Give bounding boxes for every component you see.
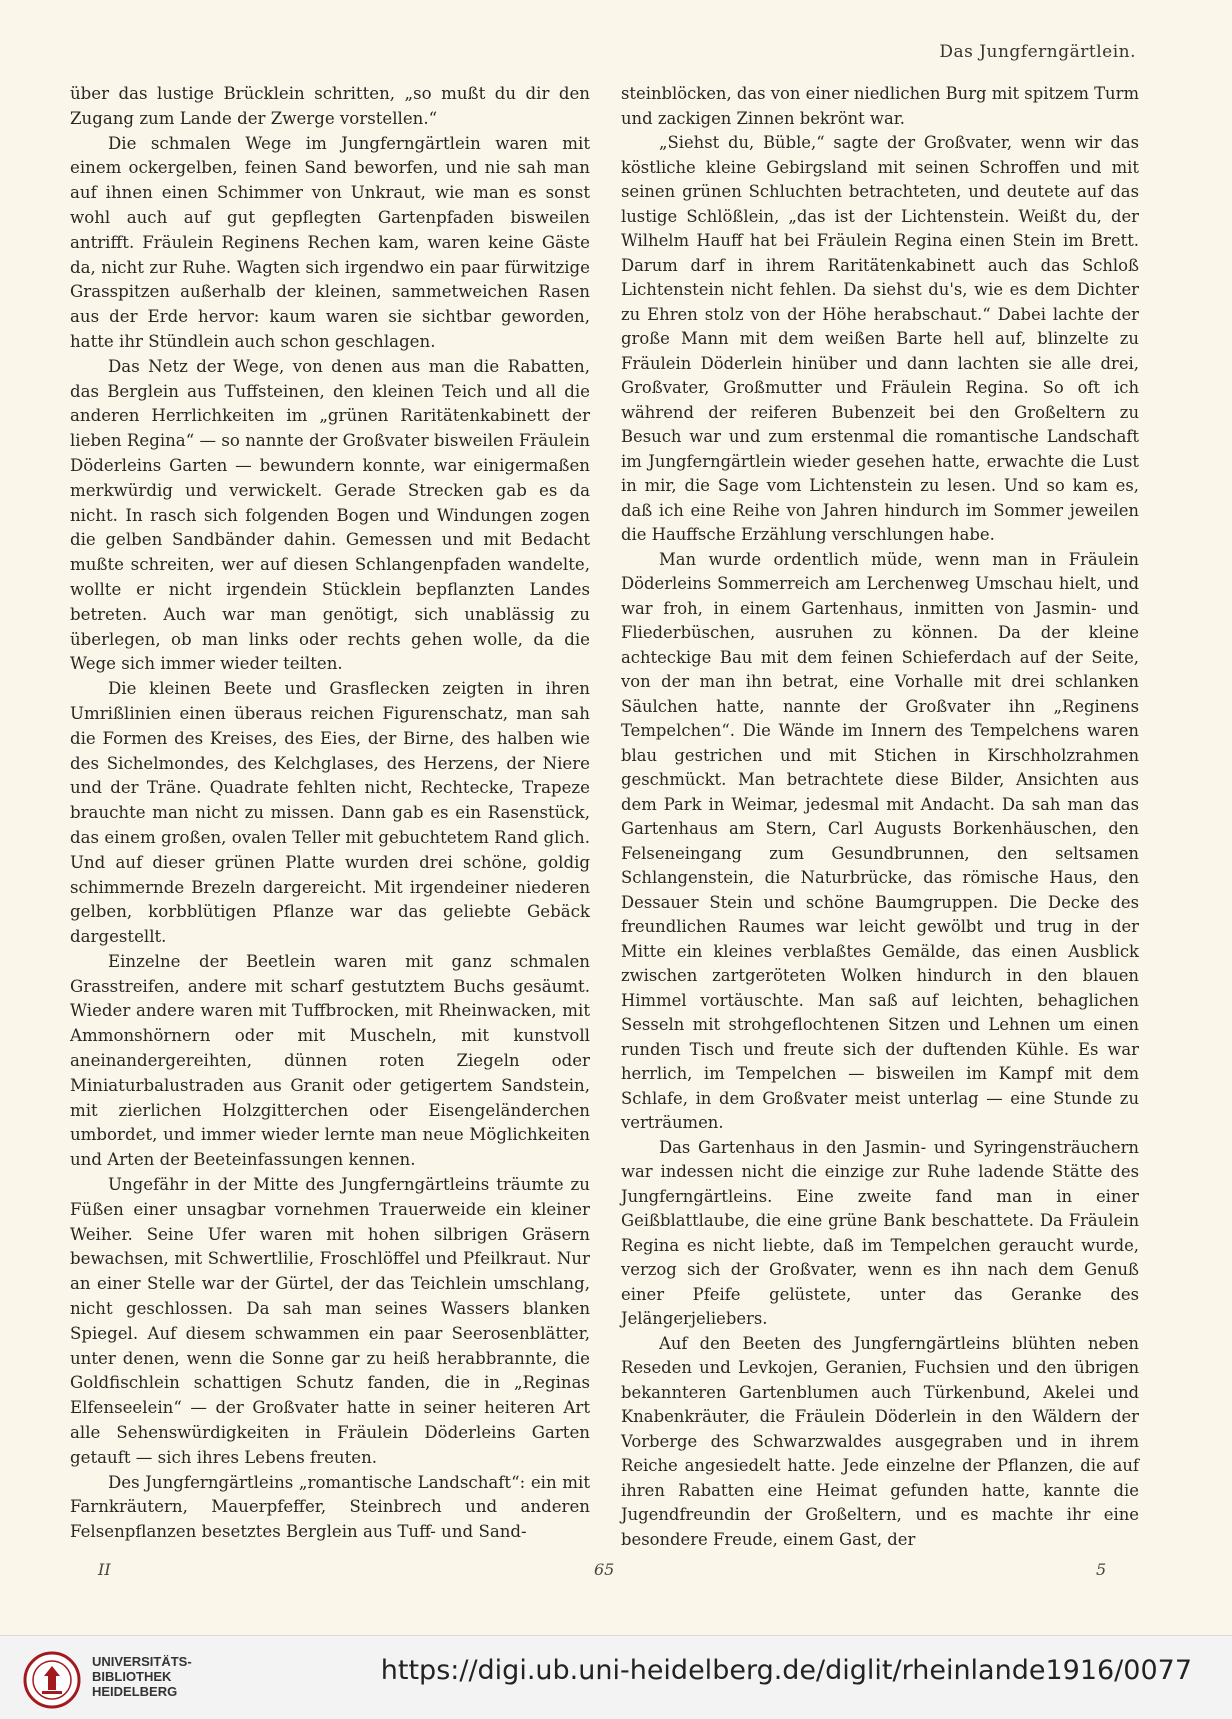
paragraph: Die kleinen Beete und Grasflecken zeigten in ihren Umrißlinien einen überaus reichen Figurenschatz, man sah die Formen des Kreises, des Eies, der Birne, des halben wie des Sichelmondes, des Kelchglases, des Herzens, der Niere und der Träne. Quadrate fehlten nicht, Rechtecke, Trapeze brauchte man nicht zu missen. Dann gab es ein Rasenstück, das einem großen, ovalen Teller mit gebuchtetem Rand glich. Und auf dieser grünen Platte wurden drei schöne, goldig schimmernde Brezeln dargereicht. Mit irgendeiner niederen gelben, korbblütigen Pflanze war das geliebte Gebäck dargestellt. bbox=[70, 679, 590, 947]
institution-line: HEIDELBERG bbox=[92, 1684, 178, 1699]
page-number: 65 bbox=[594, 1560, 615, 1579]
paragraph: über das lustige Brücklein schritten, „so mußt du dir den Zugang zum Lande der Zwerge vorstellen.“ bbox=[70, 84, 590, 128]
paragraph: Einzelne der Beetlein waren mit ganz schmalen Grasstreifen, andere mit scharf gestutztem Buchs gesäumt. Wieder andere waren mit Tuffbrocken, mit Rheinwacken, mit Ammonshörnern oder mit Muscheln, mit kunstvoll aneinandergereihten, dünnen roten Ziegeln oder Miniaturbalustraden aus Granit oder getigertem Sandstein, mit zierlichen Holzgitterchen oder Eisengeländerchen umbordet, und immer wieder lernte man neue Möglichkeiten und Arten der Beeteinfassungen kennen. bbox=[70, 951, 590, 1170]
paragraph: Des Jungferngärtleins „romantische Landschaft“: ein mit Farnkräutern, Mauerpfeffer, Steinbrech und anderen Felsenpflanzen besetztes Berglein aus Tuff- und Sand- bbox=[70, 1472, 590, 1542]
signature-mark-right: 5 bbox=[1096, 1560, 1107, 1579]
university-seal-icon bbox=[22, 1650, 82, 1710]
institution-name bbox=[92, 1654, 192, 1699]
paragraph: Ungefähr in der Mitte des Jungferngärtleins träumte zu Füßen einer unsagbar vornehmen Trauerweide ein kleiner Weiher. Seine Ufer waren mit hohen silbrigen Gräsern bewachsen, mit Schwertlilie, Froschlöffel und Pfeilkraut. Nur an einer Stelle war der Gürtel, der das Teichlein umschlang, nicht geschlossen. Da sah man seines Wassers blanken Spiegel. Auf diesem schwammen ein paar Seerosenblätter, unter denen, wenn die Sonne gar zu heiß herabbrannte, die Goldfischlein schattigen Schutz fanden, die in „Reginas Elfenseelein“ — der Großvater hatte in seiner heiteren Art alle Sehenswürdigkeiten in Fräulein Döderleins Garten getauft — sich ihres Lebens freuten. bbox=[70, 1175, 590, 1467]
paragraph: steinblöcken, das von einer niedlichen Burg mit spitzem Turm und zackigen Zinnen bekrönt war. bbox=[621, 84, 1139, 128]
paragraph: Man wurde ordentlich müde, wenn man in Fräulein Döderleins Sommerreich am Lerchenweg Umschau hielt, und war froh, in einem Gartenhaus, inmitten von Jasmin- und Fliederbüschen, ausruhen zu können. Da der kleine achteckige Bau mit dem feinen Schieferdach auf der Seite, von der man ihn betrat, eine Vorhalle mit drei schlanken Säulchen hatte, nannte der Großvater ihn „Reginens Tempelchen“. Die Wände im Innern des Tempelchens waren blau gestrichen und mit Stichen in Kirschholzrahmen geschmückt. Man betrachtete diese Bilder, Ansichten aus dem Park in Weimar, jedesmal mit Andacht. Da sah man das Gartenhaus am Stern, Carl Augusts Borkenhäuschen, den Felseneingang zum Gesundbrunnen, den seltsamen Schlangenstein, die Naturbrücke, das römische Haus, den Dessauer Stein und schöne Baumgruppen. Die Decke des freundlichen Raumes war leicht gewölbt und trug in der Mitte ein kleines verblaßtes Gemälde, das einen Ausblick zwischen zartgeröteten Wolken hindurch in den blauen Himmel vortäuschte. Man saß auf leichten, behaglichen Sesseln mit strohgeflochtenen Sitzen und Lehnen um einen runden Tisch und freute sich der duftenden Kühle. Es war herrlich, im Tempelchen — bisweilen im Kampf mit dem Schlafe, in dem Großvater meist unterlag — eine Stunde zu verträumen. bbox=[621, 549, 1139, 1132]
running-head: Das Jungferngärtlein. bbox=[939, 42, 1136, 62]
right-text-column bbox=[621, 82, 1139, 1552]
paragraph: „Siehst du, Büble,“ sagte der Großvater, wenn wir das köstliche kleine Gebirgsland mit seinen Schroffen und mit seinen grünen Schluchten betrachteten, und deutete auf das lustige Schlößlein, „das ist der Lichtenstein. Weißt du, der Wilhelm Hauff hat bei Fräulein Regina einen Stein im Brett. Darum darf in ihrem Raritätenkabinett auch das Schloß Lichtenstein nicht fehlen. Da siehst du's, wie es dem Dichter zu Ehren stolz von der Höhe herabschaut.“ Dabei lachte der große Mann mit dem weißen Barte hell auf, blinzelte zu Fräulein Döderlein hinüber und dann lachten sie alle drei, Großvater, Großmutter und Fräulein Regina. So oft ich während der reiferen Bubenzeit bei den Großeltern zu Besuch war und zum erstenmal die romantische Landschaft im Jungferngärtlein wieder gesehen hatte, erwachte die Lust in mir, die Sage vom Lichtenstein zu lesen. Und so kam es, daß ich eine Reihe von Jahren hindurch im Sommer jeweilen die Hauffsche Erzählung verschlungen habe. bbox=[621, 133, 1139, 544]
signature-mark-left: II bbox=[98, 1560, 111, 1579]
institution-line: UNIVERSITÄTS- bbox=[92, 1654, 192, 1669]
paragraph: Die schmalen Wege im Jungferngärtlein waren mit einem ockergelben, feinen Sand beworfen, und nie sah man auf ihnen einen Schimmer von Unkraut, wie man es sonst wohl auch auf gut gepflegten Gartenpfaden bisweilen antrifft. Fräulein Reginens Rechen kam, waren keine Gäste da, nicht zur Ruhe. Wagten sich irgendwo ein paar fürwitzige Grasspitzen außerhalb der kleinen, sammetweichen Rasen aus der Erde hervor: kaum waren sie sichtbar geworden, hatte ihr Stündlein auch schon geschlagen. bbox=[70, 133, 590, 351]
paragraph: Das Gartenhaus in den Jasmin- und Syringensträuchern war indessen nicht die einzige zur Ruhe ladende Stätte des Jungferngärtleins. Eine zweite fand man in einer Geißblattlaube, die eine grüne Bank beschattete. Da Fräulein Regina es nicht liebte, daß im Tempelchen geraucht wurde, verzog sich der Großvater, wenn es ihn nach dem Genuß einer Pfeife gelüstete, unter das Geranke des Jelängerjeliebers. bbox=[621, 1137, 1139, 1328]
paragraph: Das Netz der Wege, von denen aus man die Rabatten, das Berglein aus Tuffsteinen, den kleinen Teich und all die anderen Herrlichkeiten im „grünen Raritätenkabinett der lieben Regina“ — so nannte der Großvater bisweilen Fräulein Döderleins Garten — bewundern konnte, war einigermaßen merkwürdig und verwickelt. Gerade Strecken gab es da nicht. In rasch sich folgenden Bogen und Windungen zogen die gelben Sandbänder dahin. Gemessen und mit Bedacht mußte schreiten, wer auf diesen Schlangenpfaden wandelte, wollte er nicht irgendein Stücklein bepflanzten Landes betreten. Auch war man genötigt, sich unablässig zu überlegen, ob man links oder rechts gehen wolle, da die Wege sich immer wieder teilten. bbox=[70, 356, 590, 674]
institution-line: BIBLIOTHEK bbox=[92, 1669, 172, 1684]
paragraph: Auf den Beeten des Jungferngärtleins blühten neben Reseden und Levkojen, Geranien, Fuchsien und den übrigen bekannteren Gartenblumen auch Türkenbund, Akelei und Knabenkräuter, die Fräulein Döderlein in den Wäldern der Vorberge des Schwarzwaldes ausgegraben und in ihrem Reiche angesiedelt hatte. Jede einzelne der Pflanzen, die auf ihren Rabatten eine Heimat gefunden hatte, kannte die Jugendfreundin der Großeltern, und es machte ihr eine besondere Freude, einem Gast, der bbox=[621, 1333, 1139, 1549]
left-text-column bbox=[70, 82, 590, 1545]
permalink-url[interactable]: https://digi.ub.uni-heidelberg.de/diglit/rheinlande1916/0077 bbox=[380, 1655, 1192, 1686]
